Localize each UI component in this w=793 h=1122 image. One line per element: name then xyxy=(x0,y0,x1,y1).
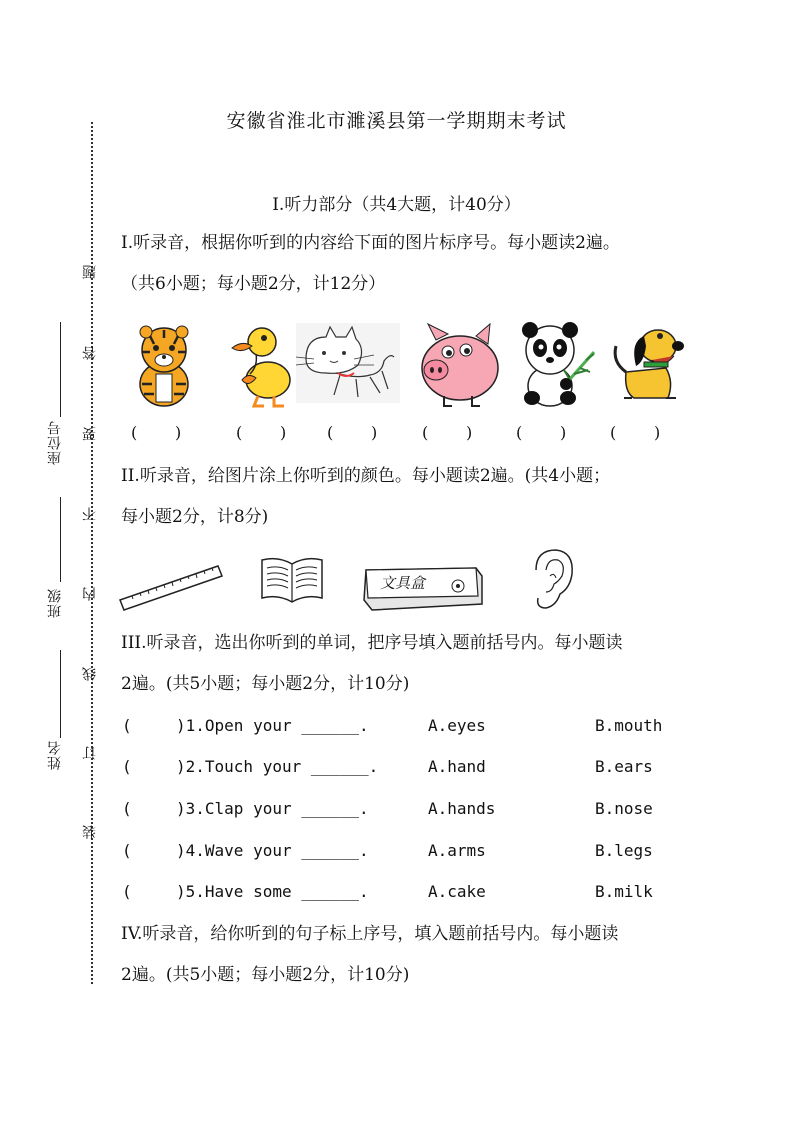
class-line xyxy=(60,497,61,582)
name-label: 姓名 xyxy=(47,740,63,770)
question-stem: )2.Touch your ______. xyxy=(176,757,379,776)
pig-icon xyxy=(414,322,502,408)
book-icon xyxy=(258,554,326,604)
binding-dotted-line xyxy=(91,122,93,984)
option-a: A.arms xyxy=(428,841,486,860)
part2-instruction-line2: 每小题2分，计8分) xyxy=(121,507,269,527)
part4-instruction-line2: 2遍。(共5小题；每小题2分，计10分) xyxy=(121,965,410,985)
seal-char-3: 要 xyxy=(82,426,98,441)
ruler-icon xyxy=(118,562,224,612)
option-b: B.milk xyxy=(595,882,653,901)
pencil-box-icon xyxy=(360,564,486,612)
question-stem: )3.Clap your ______. xyxy=(176,799,369,818)
answer-blank-1[interactable]: ( ) xyxy=(131,423,182,442)
cat-icon xyxy=(296,323,400,403)
option-b: B.mouth xyxy=(595,716,663,735)
seal-char-5: 内 xyxy=(82,586,98,601)
ear-icon xyxy=(528,548,578,612)
tiger-icon xyxy=(128,322,200,408)
name-line xyxy=(60,650,61,738)
option-b: B.nose xyxy=(595,799,653,818)
option-a: A.eyes xyxy=(428,716,486,735)
part2-instruction-line1: II.听录音，给图片涂上你听到的颜色。每小题读2遍。(共4小题； xyxy=(121,466,611,486)
question-blank[interactable]: ( xyxy=(122,882,132,901)
part4-instruction-line1: IV.听录音，给你听到的句子标上序号，填入题前括号内。每小题读 xyxy=(121,924,619,944)
seal-char-2: 答 xyxy=(82,345,98,360)
question-stem: )4.Wave your ______. xyxy=(176,841,369,860)
class-label: 班级 xyxy=(47,588,63,618)
seal-char-4: 不 xyxy=(82,506,98,521)
dog-icon xyxy=(608,322,688,402)
option-a: A.hand xyxy=(428,757,486,776)
panda-icon xyxy=(512,322,596,408)
answer-blank-6[interactable]: ( ) xyxy=(610,423,661,442)
seal-char-7: 订 xyxy=(82,745,98,760)
answer-blank-5[interactable]: ( ) xyxy=(516,423,567,442)
seal-char-1: 题 xyxy=(82,264,98,279)
question-blank[interactable]: ( xyxy=(122,799,132,818)
answer-blank-4[interactable]: ( ) xyxy=(422,423,473,442)
seal-char-8: 装 xyxy=(82,824,98,839)
seat-number-line xyxy=(60,322,61,417)
option-a: A.hands xyxy=(428,799,496,818)
part1-instruction-line1: I.听录音，根据你听到的内容给下面的图片标序号。每小题读2遍。 xyxy=(121,233,620,253)
question-blank[interactable]: ( xyxy=(122,757,132,776)
option-a: A.cake xyxy=(428,882,486,901)
option-b: B.legs xyxy=(595,841,653,860)
exam-title: 安徽省淮北市濉溪县第一学期期末考试 xyxy=(226,110,567,132)
pencil-box-label: 文具盒 xyxy=(380,574,426,592)
part3-instruction-line1: III.听录音，选出你听到的单词，把序号填入题前括号内。每小题读 xyxy=(121,633,623,653)
duck-icon xyxy=(228,322,294,408)
question-blank[interactable]: ( xyxy=(122,716,132,735)
answer-blank-2[interactable]: ( ) xyxy=(236,423,287,442)
seal-char-6: 线 xyxy=(82,666,98,681)
question-stem: )5.Have some ______. xyxy=(176,882,369,901)
part1-instruction-line2: （共6小题；每小题2分，计12分） xyxy=(121,274,386,294)
seat-number-label: 座位号 xyxy=(47,420,63,465)
question-blank[interactable]: ( xyxy=(122,841,132,860)
section-heading: I.听力部分（共4大题，计40分） xyxy=(272,195,521,215)
question-stem: )1.Open your ______. xyxy=(176,716,369,735)
part3-instruction-line2: 2遍。(共5小题；每小题2分，计10分) xyxy=(121,674,410,694)
answer-blank-3[interactable]: ( ) xyxy=(327,423,378,442)
option-b: B.ears xyxy=(595,757,653,776)
